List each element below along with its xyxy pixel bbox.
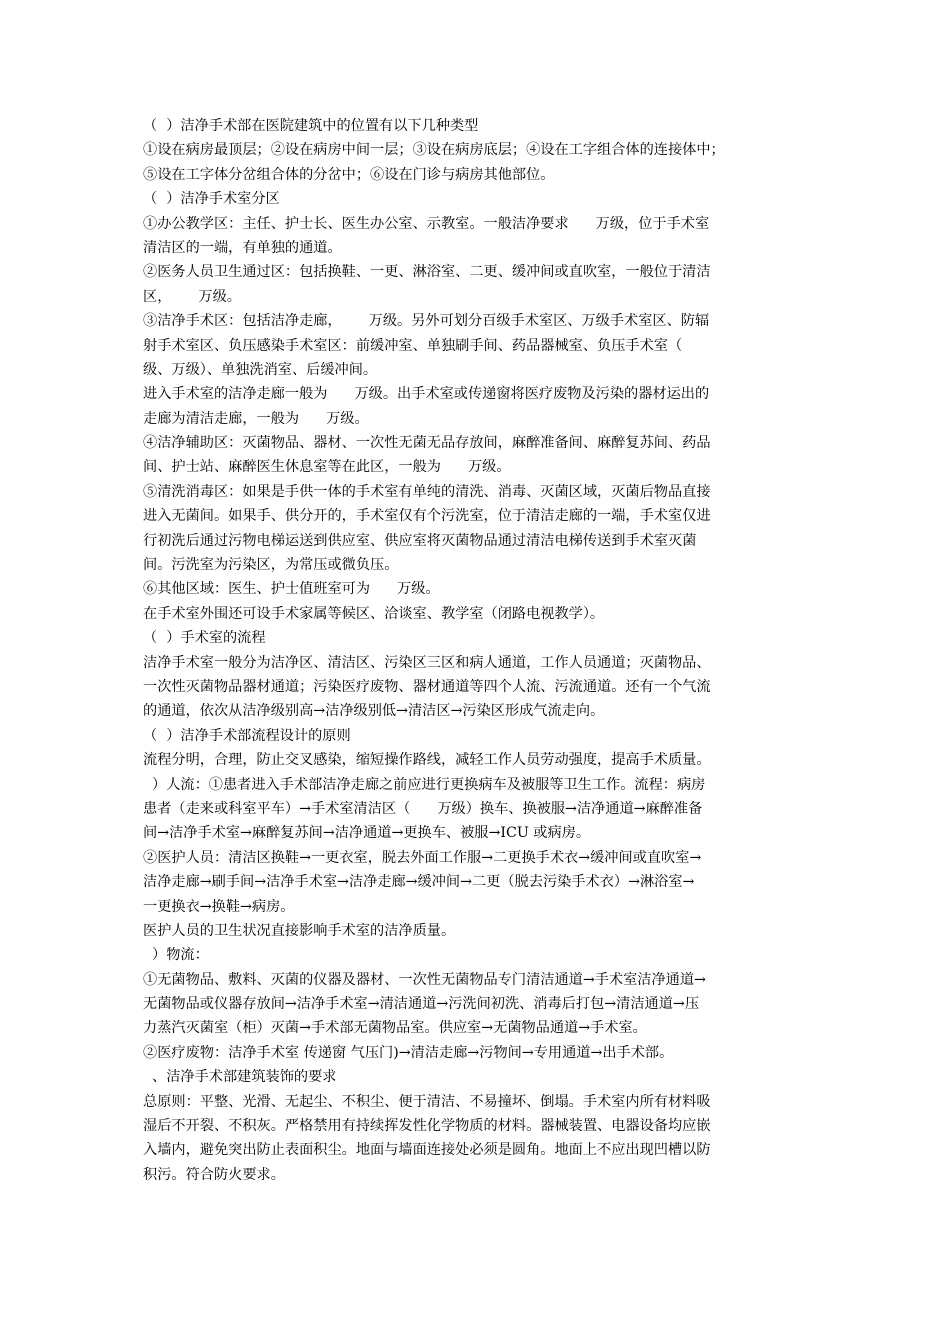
text-line: 患者（走来或科室平车）→手术室清洁区（ 万级）换车、换被服→洁净通道→麻醉准备 (143, 800, 703, 817)
text-line: 、洁净手术部建筑装饰的要求 (143, 1069, 337, 1086)
text-line: （ ）手术室的流程 (143, 630, 266, 647)
text-line: 在手术室外围还可设手术家属等候区、洽谈室、教学室（闭路电视教学）。 (143, 605, 605, 622)
text-line: 无菌物品或仪器存放间→洁净手术室→清洁通道→污洗间初洗、消毒后打包→清洁通道→压 (143, 996, 700, 1013)
text-line: 进入无菌间。如果手、供分开的，手术室仅有个污洗室，位于清洁走廊的一端，手术室仅进 (143, 508, 711, 525)
text-line: ①无菌物品、敷料、灭菌的仪器及器材、一次性无菌物品专门清洁通道→手术室洁净通道→ (143, 971, 706, 988)
text-line: 一更换衣→换鞋→病房。 (143, 898, 295, 915)
text-line: ①设在病房最顶层；②设在病房中间一层；③设在病房底层；④设在工字组合体的连接体中； (143, 142, 725, 159)
text-line: 行初洗后通过污物电梯运送到供应室、供应室将灭菌物品通过清洁电梯传送到手术室灭菌 (143, 532, 697, 549)
text-line: 力蒸汽灭菌室（柜）灭菌→手术部无菌物品室。供应室→无菌物品通道→手术室。 (143, 1020, 647, 1037)
text-line: 级、万级）、单独洗消室、后缓冲间。 (143, 361, 378, 378)
text-line: ⑥其他区域：医生、护士值班室可为 万级。 (143, 581, 440, 598)
text-line: 清洁区的一端，有单独的通道。 (143, 239, 342, 256)
text-line: 洁净手术室一般分为洁净区、清洁区、污染区三区和病人通道，工作人员通道；灭菌物品、 (143, 654, 711, 671)
text-line: 间。污洗室为污染区，为常压或微负压。 (143, 557, 399, 574)
text-line: 进入手术室的洁净走廊一般为 万级。出手术室或传递窗将医疗废物及污染的器材运出的 (143, 386, 710, 403)
text-line: 射手术室区、负压感染手术室区：前缓冲室、单独刷手间、药品器械室、负压手术室（ (143, 337, 683, 354)
text-line: ④洁净辅助区：灭菌物品、器材、一次性无菌无品存放间，麻醉准备间、麻醉复苏间、药品 (143, 435, 711, 452)
text-line: ②医疗废物：洁净手术室 传递窗 气压门)→清洁走廊→污物间→专用通道→出手术部。 (143, 1044, 674, 1061)
text-line: 一次性灭菌物品器材通道；污染医疗废物、器材通道等四个人流、污流通道。还有一个气流 (143, 678, 711, 695)
text-line: ②医护人员：清洁区换鞋→一更衣室，脱去外面工作服→二更换手术衣→缓冲间或直吹室→ (143, 849, 702, 866)
text-line: ①办公教学区：主任、护士长、医生办公室、示教室。一般洁净要求 万级，位于手术室 (143, 215, 710, 232)
text-line: （ ）洁净手术部在医院建筑中的位置有以下几种类型 (143, 118, 479, 134)
text-line: 间→洁净手术室→麻醉复苏间→洁净通道→更换车、被服→ICU 或病房。 (143, 825, 591, 842)
text-line: ）物流： (143, 947, 209, 964)
text-line: （ ）洁净手术室分区 (143, 191, 280, 208)
document-body (143, 114, 813, 1187)
text-line: ⑤清洗消毒区：如果是手供一体的手术室有单纯的清洗、消毒、灭菌区域，灭菌后物品直接 (143, 483, 711, 500)
text-line: 医护人员的卫生状况直接影响手术室的洁净质量。 (143, 922, 456, 939)
text-line: 流程分明，合理，防止交叉感染，缩短操作路线，减轻工作人员劳动强度，提高手术质量。 (143, 752, 711, 769)
text-line: 区， 万级。 (143, 288, 241, 305)
text-line: ②医务人员卫生通过区：包括换鞋、一更、淋浴室、二更、缓冲间或直吹室，一般位于清洁 (143, 264, 711, 281)
text-line: 总原则：平整、光滑、无起尘、不积尘、便于清洁、不易撞坏、倒塌。手术室内所有材料吸 (143, 1093, 711, 1110)
text-line: 走廊为清洁走廊，一般为 万级。 (143, 410, 369, 427)
text-line: ⑤设在工字体分岔组合体的分岔中；⑥设在门诊与病房其他部位。 (143, 166, 555, 183)
text-line: 积污。符合防火要求。 (143, 1166, 285, 1183)
text-line: （ ）洁净手术部流程设计的原则 (143, 727, 351, 744)
text-line: 洁净走廊→刷手间→洁净手术室→洁净走廊→缓冲间→二更（脱去污染手术衣）→淋浴室→ (143, 874, 695, 891)
text-line: ）人流：①患者进入手术部洁净走廊之前应进行更换病车及被服等卫生工作。流程：病房 (143, 776, 706, 793)
text-line: 的通道，依次从洁净级别高→洁净级别低→清洁区→污染区形成气流走向。 (143, 703, 605, 720)
text-line: 入墙内，避免突出防止表面积尘。地面与墙面连接处必须是圆角。地面上不应出现凹槽以防 (143, 1142, 711, 1159)
text-line: 间、护士站、麻醉医生休息室等在此区，一般为 万级。 (143, 459, 511, 476)
text-line: 湿后不开裂、不积灰。严格禁用有持续挥发性化学物质的材料。器械装置、电器设备均应嵌 (143, 1118, 711, 1135)
text-line: ③洁净手术区：包括洁净走廊， 万级。另外可划分百级手术室区、万级手术室区、防辐 (143, 313, 710, 330)
